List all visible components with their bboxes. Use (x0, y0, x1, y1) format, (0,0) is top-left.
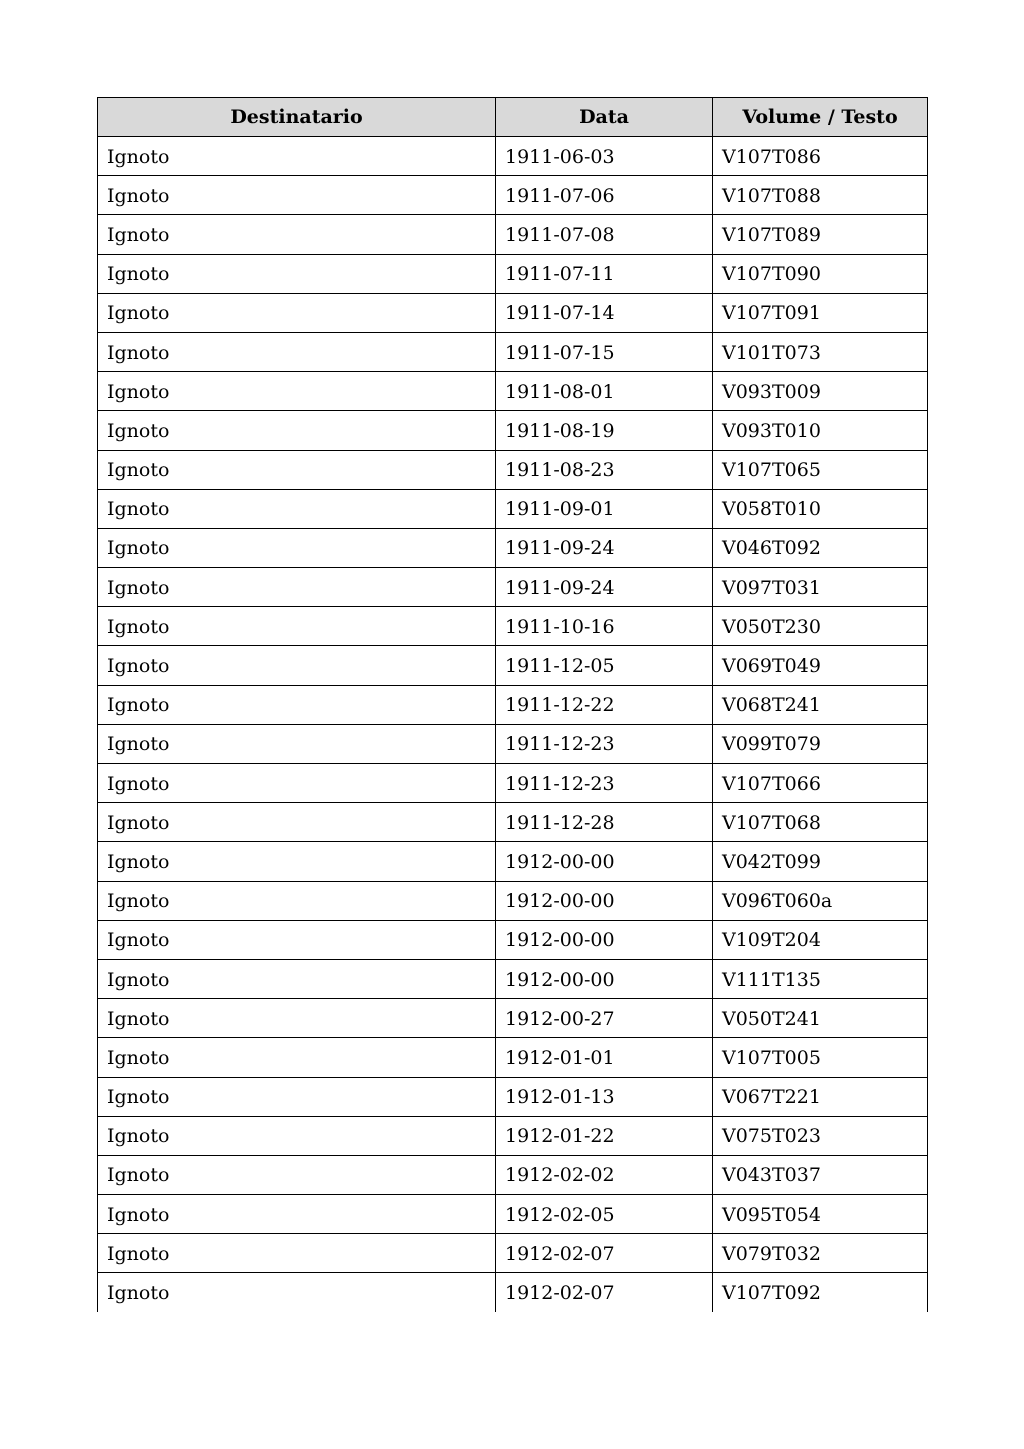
table-row (98, 959, 928, 998)
cell-destinatario: Ignoto (98, 920, 496, 959)
cell-data: 1911-07-08 (496, 215, 713, 254)
cell-data: 1911-08-23 (496, 450, 713, 489)
cell-data: 1911-09-01 (496, 489, 713, 528)
table-row (98, 568, 928, 607)
cell-destinatario: Ignoto (98, 764, 496, 803)
cell-destinatario: Ignoto (98, 254, 496, 293)
table-row (98, 254, 928, 293)
cell-destinatario: Ignoto (98, 607, 496, 646)
cell-data: 1912-02-07 (496, 1273, 713, 1312)
table-row (98, 646, 928, 685)
table-row (98, 1273, 928, 1312)
cell-volume-testo: V109T204 (713, 920, 928, 959)
cell-volume-testo: V107T005 (713, 1038, 928, 1077)
cell-destinatario: Ignoto (98, 450, 496, 489)
cell-destinatario: Ignoto (98, 803, 496, 842)
cell-data: 1911-12-23 (496, 764, 713, 803)
cell-destinatario: Ignoto (98, 489, 496, 528)
cell-volume-testo: V096T060a (713, 881, 928, 920)
table-row (98, 450, 928, 489)
cell-data: 1912-01-13 (496, 1077, 713, 1116)
cell-volume-testo: V107T068 (713, 803, 928, 842)
table-row (98, 293, 928, 332)
cell-data: 1912-00-00 (496, 842, 713, 881)
cell-volume-testo: V043T037 (713, 1155, 928, 1194)
table-row (98, 372, 928, 411)
cell-volume-testo: V095T054 (713, 1195, 928, 1234)
cell-volume-testo: V107T089 (713, 215, 928, 254)
header-row (98, 98, 928, 137)
table-row (98, 1116, 928, 1155)
cell-data: 1911-07-11 (496, 254, 713, 293)
table-row (98, 920, 928, 959)
cell-volume-testo: V067T221 (713, 1077, 928, 1116)
table-row (98, 1155, 928, 1194)
cell-destinatario: Ignoto (98, 1116, 496, 1155)
cell-destinatario: Ignoto (98, 999, 496, 1038)
cell-volume-testo: V079T032 (713, 1234, 928, 1273)
table-row (98, 411, 928, 450)
cell-data: 1911-12-22 (496, 685, 713, 724)
cell-volume-testo: V107T065 (713, 450, 928, 489)
cell-data: 1911-07-14 (496, 293, 713, 332)
table-row (98, 999, 928, 1038)
cell-data: 1911-06-03 (496, 137, 713, 176)
cell-volume-testo: V107T091 (713, 293, 928, 332)
header-destinatario: Destinatario (98, 98, 496, 137)
cell-destinatario: Ignoto (98, 1038, 496, 1077)
table-row (98, 137, 928, 176)
cell-data: 1911-08-01 (496, 372, 713, 411)
cell-destinatario: Ignoto (98, 1234, 496, 1273)
cell-destinatario: Ignoto (98, 1155, 496, 1194)
cell-volume-testo: V050T241 (713, 999, 928, 1038)
cell-volume-testo: V069T049 (713, 646, 928, 685)
cell-data: 1912-00-00 (496, 959, 713, 998)
table-row (98, 1077, 928, 1116)
cell-volume-testo: V101T073 (713, 332, 928, 371)
cell-data: 1911-12-23 (496, 724, 713, 763)
cell-destinatario: Ignoto (98, 372, 496, 411)
cell-destinatario: Ignoto (98, 568, 496, 607)
cell-volume-testo: V068T241 (713, 685, 928, 724)
cell-volume-testo: V107T066 (713, 764, 928, 803)
cell-data: 1911-08-19 (496, 411, 713, 450)
cell-destinatario: Ignoto (98, 293, 496, 332)
table-row (98, 607, 928, 646)
header-data: Data (496, 98, 713, 137)
cell-destinatario: Ignoto (98, 685, 496, 724)
cell-data: 1911-12-28 (496, 803, 713, 842)
cell-destinatario: Ignoto (98, 528, 496, 567)
cell-destinatario: Ignoto (98, 724, 496, 763)
cell-destinatario: Ignoto (98, 411, 496, 450)
table-row (98, 803, 928, 842)
cell-volume-testo: V058T010 (713, 489, 928, 528)
table-row (98, 842, 928, 881)
cell-volume-testo: V111T135 (713, 959, 928, 998)
cell-volume-testo: V050T230 (713, 607, 928, 646)
table-row (98, 1195, 928, 1234)
table-row (98, 685, 928, 724)
cell-destinatario: Ignoto (98, 646, 496, 685)
table-row (98, 489, 928, 528)
cell-volume-testo: V075T023 (713, 1116, 928, 1155)
table-row (98, 724, 928, 763)
cell-destinatario: Ignoto (98, 881, 496, 920)
cell-volume-testo: V093T009 (713, 372, 928, 411)
cell-destinatario: Ignoto (98, 1195, 496, 1234)
table-row (98, 176, 928, 215)
cell-destinatario: Ignoto (98, 842, 496, 881)
table-row (98, 215, 928, 254)
cell-data: 1912-00-00 (496, 881, 713, 920)
cell-volume-testo: V097T031 (713, 568, 928, 607)
cell-data: 1911-09-24 (496, 568, 713, 607)
table-row (98, 1038, 928, 1077)
cell-destinatario: Ignoto (98, 137, 496, 176)
table-row (98, 881, 928, 920)
cell-volume-testo: V042T099 (713, 842, 928, 881)
cell-volume-testo: V107T092 (713, 1273, 928, 1312)
cell-data: 1912-01-01 (496, 1038, 713, 1077)
header-volume-testo: Volume / Testo (713, 98, 928, 137)
cell-data: 1912-01-22 (496, 1116, 713, 1155)
table-header (98, 98, 928, 137)
cell-data: 1911-10-16 (496, 607, 713, 646)
cell-data: 1911-09-24 (496, 528, 713, 567)
cell-destinatario: Ignoto (98, 215, 496, 254)
cell-data: 1912-00-00 (496, 920, 713, 959)
cell-destinatario: Ignoto (98, 1273, 496, 1312)
cell-volume-testo: V107T088 (713, 176, 928, 215)
cell-destinatario: Ignoto (98, 1077, 496, 1116)
table-row (98, 1234, 928, 1273)
table-body (98, 137, 928, 1313)
cell-destinatario: Ignoto (98, 332, 496, 371)
cell-data: 1911-07-15 (496, 332, 713, 371)
cell-volume-testo: V046T092 (713, 528, 928, 567)
cell-destinatario: Ignoto (98, 959, 496, 998)
cell-data: 1911-07-06 (496, 176, 713, 215)
cell-volume-testo: V107T086 (713, 137, 928, 176)
cell-volume-testo: V099T079 (713, 724, 928, 763)
cell-volume-testo: V093T010 (713, 411, 928, 450)
cell-data: 1912-00-27 (496, 999, 713, 1038)
cell-data: 1912-02-02 (496, 1155, 713, 1194)
table-row (98, 332, 928, 371)
cell-data: 1912-02-07 (496, 1234, 713, 1273)
letters-table (97, 97, 928, 1312)
table-row (98, 764, 928, 803)
cell-volume-testo: V107T090 (713, 254, 928, 293)
cell-destinatario: Ignoto (98, 176, 496, 215)
cell-data: 1912-02-05 (496, 1195, 713, 1234)
table-row (98, 528, 928, 567)
cell-data: 1911-12-05 (496, 646, 713, 685)
